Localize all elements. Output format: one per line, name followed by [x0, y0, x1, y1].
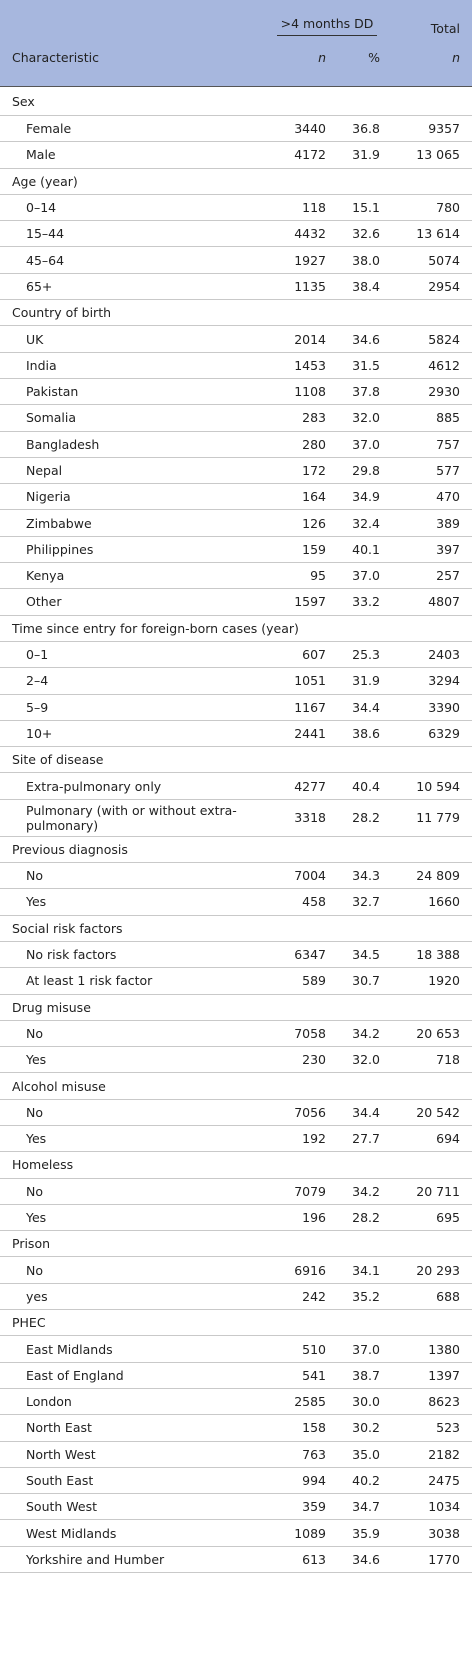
row-n: 7079: [262, 1178, 338, 1204]
row-total: 20 653: [392, 1020, 472, 1046]
row-label: North West: [0, 1441, 262, 1467]
table-row: [0, 720, 472, 746]
row-label: Yes: [0, 1047, 262, 1073]
row-percent: 38.4: [338, 273, 392, 299]
table-row: [0, 142, 472, 168]
row-label: No: [0, 863, 262, 889]
row-label: At least 1 risk factor: [0, 968, 262, 994]
table-row: [0, 1099, 472, 1125]
row-percent: 30.2: [338, 1415, 392, 1441]
row-label: 0–14: [0, 194, 262, 220]
table-row: [0, 1520, 472, 1546]
category-label: Sex: [0, 87, 472, 116]
table-row: [0, 668, 472, 694]
table-row: [0, 536, 472, 562]
category-row: [0, 1310, 472, 1336]
row-total: 5824: [392, 326, 472, 352]
row-label: Nepal: [0, 457, 262, 483]
header-total: Total: [392, 0, 472, 42]
row-label: 0–1: [0, 641, 262, 667]
row-percent: 34.3: [338, 863, 392, 889]
row-label: Yes: [0, 1204, 262, 1230]
category-row: [0, 87, 472, 116]
row-total: 6329: [392, 720, 472, 746]
row-n: 3318: [262, 799, 338, 836]
row-label: Female: [0, 116, 262, 142]
row-n: 994: [262, 1467, 338, 1493]
header-characteristic: Characteristic: [0, 42, 262, 87]
row-total: 1770: [392, 1546, 472, 1572]
category-label: Social risk factors: [0, 915, 472, 941]
row-percent: 28.2: [338, 1204, 392, 1230]
row-percent: 32.0: [338, 405, 392, 431]
row-n: 510: [262, 1336, 338, 1362]
row-total: 2475: [392, 1467, 472, 1493]
table-row: [0, 378, 472, 404]
row-percent: 40.2: [338, 1467, 392, 1493]
row-n: 589: [262, 968, 338, 994]
row-n: 164: [262, 484, 338, 510]
row-total: 18 388: [392, 941, 472, 967]
table-row: [0, 1020, 472, 1046]
row-n: 4277: [262, 773, 338, 799]
row-n: 4432: [262, 221, 338, 247]
row-total: 2182: [392, 1441, 472, 1467]
row-label: No: [0, 1257, 262, 1283]
row-n: 1167: [262, 694, 338, 720]
table-row: [0, 247, 472, 273]
row-total: 24 809: [392, 863, 472, 889]
row-percent: 35.2: [338, 1283, 392, 1309]
row-n: 1927: [262, 247, 338, 273]
row-label: No: [0, 1020, 262, 1046]
row-label: South East: [0, 1467, 262, 1493]
category-row: [0, 615, 472, 641]
row-n: 1108: [262, 378, 338, 404]
row-total: 1380: [392, 1336, 472, 1362]
table-row: [0, 1467, 472, 1493]
row-total: 389: [392, 510, 472, 536]
table-body: [0, 87, 472, 1573]
row-percent: 31.5: [338, 352, 392, 378]
table-row: [0, 1204, 472, 1230]
row-n: 283: [262, 405, 338, 431]
row-n: 242: [262, 1283, 338, 1309]
row-n: 607: [262, 641, 338, 667]
row-percent: 34.1: [338, 1257, 392, 1283]
row-percent: 25.3: [338, 641, 392, 667]
row-total: 397: [392, 536, 472, 562]
row-total: 4612: [392, 352, 472, 378]
row-label: No: [0, 1178, 262, 1204]
row-label: Kenya: [0, 563, 262, 589]
category-row: [0, 1231, 472, 1257]
category-row: [0, 168, 472, 194]
row-total: 3390: [392, 694, 472, 720]
row-label: West Midlands: [0, 1520, 262, 1546]
table-row: [0, 968, 472, 994]
row-percent: 37.0: [338, 563, 392, 589]
row-total: 20 711: [392, 1178, 472, 1204]
table-row: [0, 1494, 472, 1520]
category-label: Alcohol misuse: [0, 1073, 472, 1099]
category-label: Country of birth: [0, 300, 472, 326]
row-n: 1597: [262, 589, 338, 615]
row-n: 159: [262, 536, 338, 562]
row-label: 45–64: [0, 247, 262, 273]
row-n: 95: [262, 563, 338, 589]
table-row: [0, 431, 472, 457]
table-row: [0, 1047, 472, 1073]
row-label: South West: [0, 1494, 262, 1520]
row-percent: 38.7: [338, 1362, 392, 1388]
row-n: 7004: [262, 863, 338, 889]
row-total: 9357: [392, 116, 472, 142]
row-n: 3440: [262, 116, 338, 142]
table-row: [0, 1178, 472, 1204]
row-percent: 34.9: [338, 484, 392, 510]
row-label: No risk factors: [0, 941, 262, 967]
row-n: 280: [262, 431, 338, 457]
row-label: East of England: [0, 1362, 262, 1388]
row-n: 230: [262, 1047, 338, 1073]
row-n: 613: [262, 1546, 338, 1572]
row-percent: 27.7: [338, 1125, 392, 1151]
row-percent: 29.8: [338, 457, 392, 483]
row-percent: 34.4: [338, 694, 392, 720]
row-label: Bangladesh: [0, 431, 262, 457]
row-total: 523: [392, 1415, 472, 1441]
row-total: 2403: [392, 641, 472, 667]
category-label: Time since entry for foreign-born cases (year): [0, 615, 472, 641]
row-label: London: [0, 1388, 262, 1414]
row-total: 780: [392, 194, 472, 220]
row-label: Nigeria: [0, 484, 262, 510]
table-row: [0, 799, 472, 836]
row-percent: 32.0: [338, 1047, 392, 1073]
row-total: 718: [392, 1047, 472, 1073]
category-label: Age (year): [0, 168, 472, 194]
table-row: [0, 1283, 472, 1309]
row-n: 126: [262, 510, 338, 536]
table-row: [0, 326, 472, 352]
row-percent: 34.6: [338, 326, 392, 352]
row-percent: 38.0: [338, 247, 392, 273]
row-label: yes: [0, 1283, 262, 1309]
table-row: [0, 941, 472, 967]
table-row: [0, 484, 472, 510]
table-row: [0, 1388, 472, 1414]
category-label: Homeless: [0, 1152, 472, 1178]
row-n: 458: [262, 889, 338, 915]
row-label: Pulmonary (with or without extra-pulmonary): [0, 799, 262, 836]
row-percent: 15.1: [338, 194, 392, 220]
row-n: 1453: [262, 352, 338, 378]
header-total-n: n: [392, 42, 472, 87]
row-percent: 32.6: [338, 221, 392, 247]
row-percent: 34.7: [338, 1494, 392, 1520]
row-total: 1660: [392, 889, 472, 915]
table-row: [0, 1415, 472, 1441]
row-label: Zimbabwe: [0, 510, 262, 536]
row-total: 2930: [392, 378, 472, 404]
row-percent: 37.8: [338, 378, 392, 404]
row-total: 5074: [392, 247, 472, 273]
row-percent: 36.8: [338, 116, 392, 142]
table-row: [0, 889, 472, 915]
row-percent: 34.4: [338, 1099, 392, 1125]
row-percent: 40.4: [338, 773, 392, 799]
table-row: [0, 194, 472, 220]
row-total: 1920: [392, 968, 472, 994]
row-total: 4807: [392, 589, 472, 615]
row-label: Somalia: [0, 405, 262, 431]
header-percent: %: [338, 42, 392, 87]
row-n: 2014: [262, 326, 338, 352]
row-label: East Midlands: [0, 1336, 262, 1362]
row-n: 763: [262, 1441, 338, 1467]
table-row: [0, 1546, 472, 1572]
category-row: [0, 915, 472, 941]
row-total: 2954: [392, 273, 472, 299]
row-n: 192: [262, 1125, 338, 1151]
row-percent: 30.0: [338, 1388, 392, 1414]
table-row: [0, 589, 472, 615]
row-label: No: [0, 1099, 262, 1125]
table-row: [0, 352, 472, 378]
row-n: 1051: [262, 668, 338, 694]
row-label: Pakistan: [0, 378, 262, 404]
row-total: 1034: [392, 1494, 472, 1520]
row-label: UK: [0, 326, 262, 352]
row-total: 3294: [392, 668, 472, 694]
table-header: [0, 0, 472, 87]
row-percent: 34.6: [338, 1546, 392, 1572]
row-label: Male: [0, 142, 262, 168]
table-row: [0, 405, 472, 431]
category-label: Site of disease: [0, 747, 472, 773]
table-row: [0, 1441, 472, 1467]
category-row: [0, 994, 472, 1020]
table-row: [0, 1336, 472, 1362]
row-label: Philippines: [0, 536, 262, 562]
row-n: 359: [262, 1494, 338, 1520]
row-n: 1135: [262, 273, 338, 299]
row-n: 4172: [262, 142, 338, 168]
row-n: 196: [262, 1204, 338, 1230]
table-row: [0, 1362, 472, 1388]
row-label: India: [0, 352, 262, 378]
table-row: [0, 273, 472, 299]
row-label: 5–9: [0, 694, 262, 720]
row-total: 13 065: [392, 142, 472, 168]
row-percent: 37.0: [338, 1336, 392, 1362]
row-percent: 35.9: [338, 1520, 392, 1546]
table-row: [0, 457, 472, 483]
row-percent: 37.0: [338, 431, 392, 457]
row-total: 13 614: [392, 221, 472, 247]
row-total: 3038: [392, 1520, 472, 1546]
category-row: [0, 1073, 472, 1099]
row-total: 257: [392, 563, 472, 589]
row-n: 1089: [262, 1520, 338, 1546]
table-row: [0, 694, 472, 720]
table-row: [0, 1125, 472, 1151]
header-group-delay: [262, 0, 392, 42]
row-total: 1397: [392, 1362, 472, 1388]
row-n: 2585: [262, 1388, 338, 1414]
row-percent: 32.4: [338, 510, 392, 536]
row-total: 885: [392, 405, 472, 431]
row-n: 172: [262, 457, 338, 483]
row-total: 757: [392, 431, 472, 457]
category-label: Previous diagnosis: [0, 836, 472, 862]
row-label: Other: [0, 589, 262, 615]
table-row: [0, 773, 472, 799]
row-label: Yes: [0, 1125, 262, 1151]
header-group-label: >4 months DD: [277, 16, 378, 36]
header-n: n: [262, 42, 338, 87]
row-total: 20 293: [392, 1257, 472, 1283]
row-total: 20 542: [392, 1099, 472, 1125]
category-row: [0, 1152, 472, 1178]
table-row: [0, 863, 472, 889]
table-row: [0, 510, 472, 536]
row-percent: 34.5: [338, 941, 392, 967]
row-total: 694: [392, 1125, 472, 1151]
header-spacer: [0, 0, 262, 42]
category-label: Prison: [0, 1231, 472, 1257]
row-percent: 31.9: [338, 142, 392, 168]
row-percent: 28.2: [338, 799, 392, 836]
row-label: Extra-pulmonary only: [0, 773, 262, 799]
category-label: PHEC: [0, 1310, 472, 1336]
row-n: 118: [262, 194, 338, 220]
row-label: Yes: [0, 889, 262, 915]
table-row: [0, 1257, 472, 1283]
row-percent: 34.2: [338, 1178, 392, 1204]
category-row: [0, 836, 472, 862]
row-n: 7056: [262, 1099, 338, 1125]
row-label: 65+: [0, 273, 262, 299]
row-label: Yorkshire and Humber: [0, 1546, 262, 1572]
row-label: 2–4: [0, 668, 262, 694]
row-total: 11 779: [392, 799, 472, 836]
category-row: [0, 300, 472, 326]
table-row: [0, 221, 472, 247]
row-n: 6916: [262, 1257, 338, 1283]
category-row: [0, 747, 472, 773]
row-label: 15–44: [0, 221, 262, 247]
row-total: 470: [392, 484, 472, 510]
row-n: 158: [262, 1415, 338, 1441]
row-total: 688: [392, 1283, 472, 1309]
row-n: 7058: [262, 1020, 338, 1046]
row-percent: 32.7: [338, 889, 392, 915]
row-percent: 38.6: [338, 720, 392, 746]
table-row: [0, 116, 472, 142]
row-label: North East: [0, 1415, 262, 1441]
table-row: [0, 641, 472, 667]
row-label: 10+: [0, 720, 262, 746]
row-percent: 33.2: [338, 589, 392, 615]
row-total: 577: [392, 457, 472, 483]
row-n: 2441: [262, 720, 338, 746]
row-total: 10 594: [392, 773, 472, 799]
category-label: Drug misuse: [0, 994, 472, 1020]
row-percent: 40.1: [338, 536, 392, 562]
row-n: 541: [262, 1362, 338, 1388]
row-percent: 34.2: [338, 1020, 392, 1046]
row-total: 695: [392, 1204, 472, 1230]
row-percent: 35.0: [338, 1441, 392, 1467]
row-n: 6347: [262, 941, 338, 967]
row-percent: 30.7: [338, 968, 392, 994]
table-row: [0, 563, 472, 589]
row-total: 8623: [392, 1388, 472, 1414]
row-percent: 31.9: [338, 668, 392, 694]
